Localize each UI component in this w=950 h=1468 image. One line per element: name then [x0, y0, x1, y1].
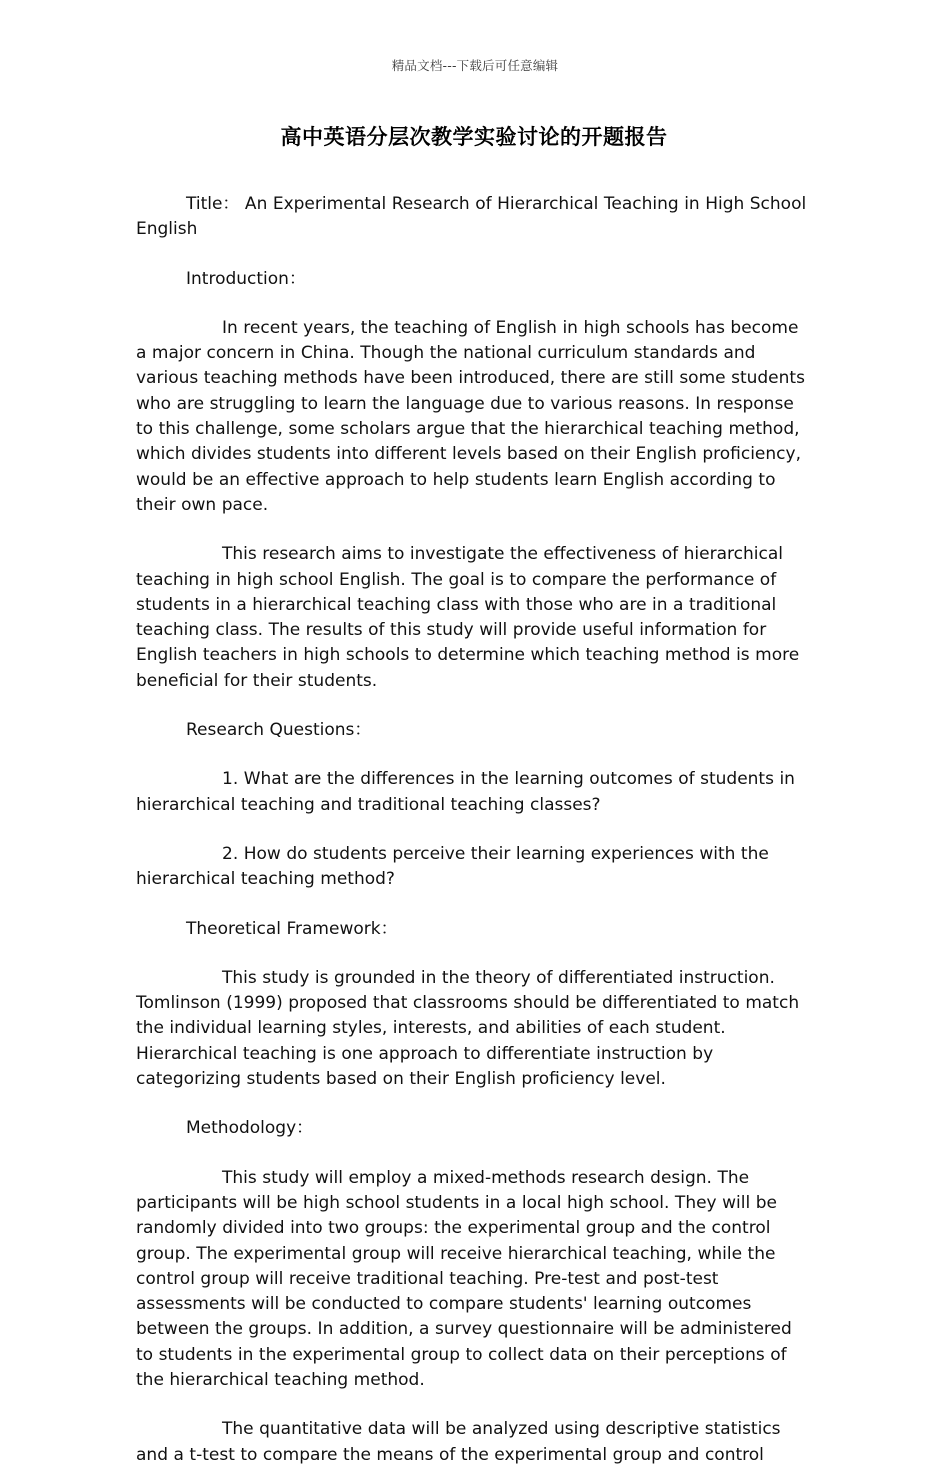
paragraph-introduction-2: This research aims to investigate the effectiveness of hierarchical teaching in high school English. The goal is to compare the performance of students in a hierarchical teaching class with those who are in a traditional teaching class. The results of this study will provide useful information for English teachers in high schools to determine which teaching method is more beneficial for their students.	[136, 544, 800, 691]
research-question-1: 1. What are the differences in the learning outcomes of students in hierarchical teaching and traditional teaching classes?	[136, 769, 795, 815]
paragraph-methodology-2: The quantitative data will be analyzed using descriptive statistics and a t-test to compare the means of the experimental group and control	[136, 1419, 781, 1465]
document-body	[136, 122, 812, 1468]
running-header: 精品文档---下载后可任意编辑	[391, 58, 559, 73]
page-title: 高中英语分层次教学实验讨论的开题报告	[280, 125, 668, 149]
paragraph-methodology-1: This study will employ a mixed-methods research design. The participants will be high school students in a local high school. They will be randomly divided into two groups: the experimental group and the control group. The experimental group will receive hierarchical teaching, while the control group will receive traditional teaching. Pre-test and post-test assessments will be conducted to compare students' learning outcomes between the groups. In addition, a survey questionnaire will be administered to students in the experimental group to collect data on their perceptions of the hierarchical teaching method.	[136, 1167, 792, 1390]
title-spacer	[136, 152, 812, 192]
section-label-methodology: Methodology：	[186, 1118, 314, 1139]
paragraph-theoretical-framework: This study is grounded in the theory of differentiated instruction. Tomlinson (1999) proposed that classrooms should be differentiated to match the individual learning styles, interests, and abilities of each student. Hierarchical teaching is one approach to differentiate instruction by categorizing students based on their English proficiency level.	[136, 967, 800, 1090]
section-label-theoretical-framework: Theoretical Framework：	[186, 918, 398, 939]
section-label-introduction: Introduction：	[186, 268, 306, 289]
paragraph-introduction-1: In recent years, the teaching of English in high schools has become a major concern in China. Though the national curriculum standards and various teaching methods have been introduced, there are still some students who are struggling to learn the language due to various reasons. In response to this challenge, some scholars argue that the hierarchical teaching method, which divides students into different levels based on their English proficiency, would be an effective approach to help students learn English according to their own pace.	[136, 317, 805, 515]
section-label-research-questions: Research Questions：	[186, 720, 372, 741]
research-question-2: 2. How do students perceive their learning experiences with the hierarchical teaching method?	[136, 843, 769, 890]
section-label-title: Title： An Experimental Research of Hierarchical Teaching in High School English	[136, 194, 807, 240]
